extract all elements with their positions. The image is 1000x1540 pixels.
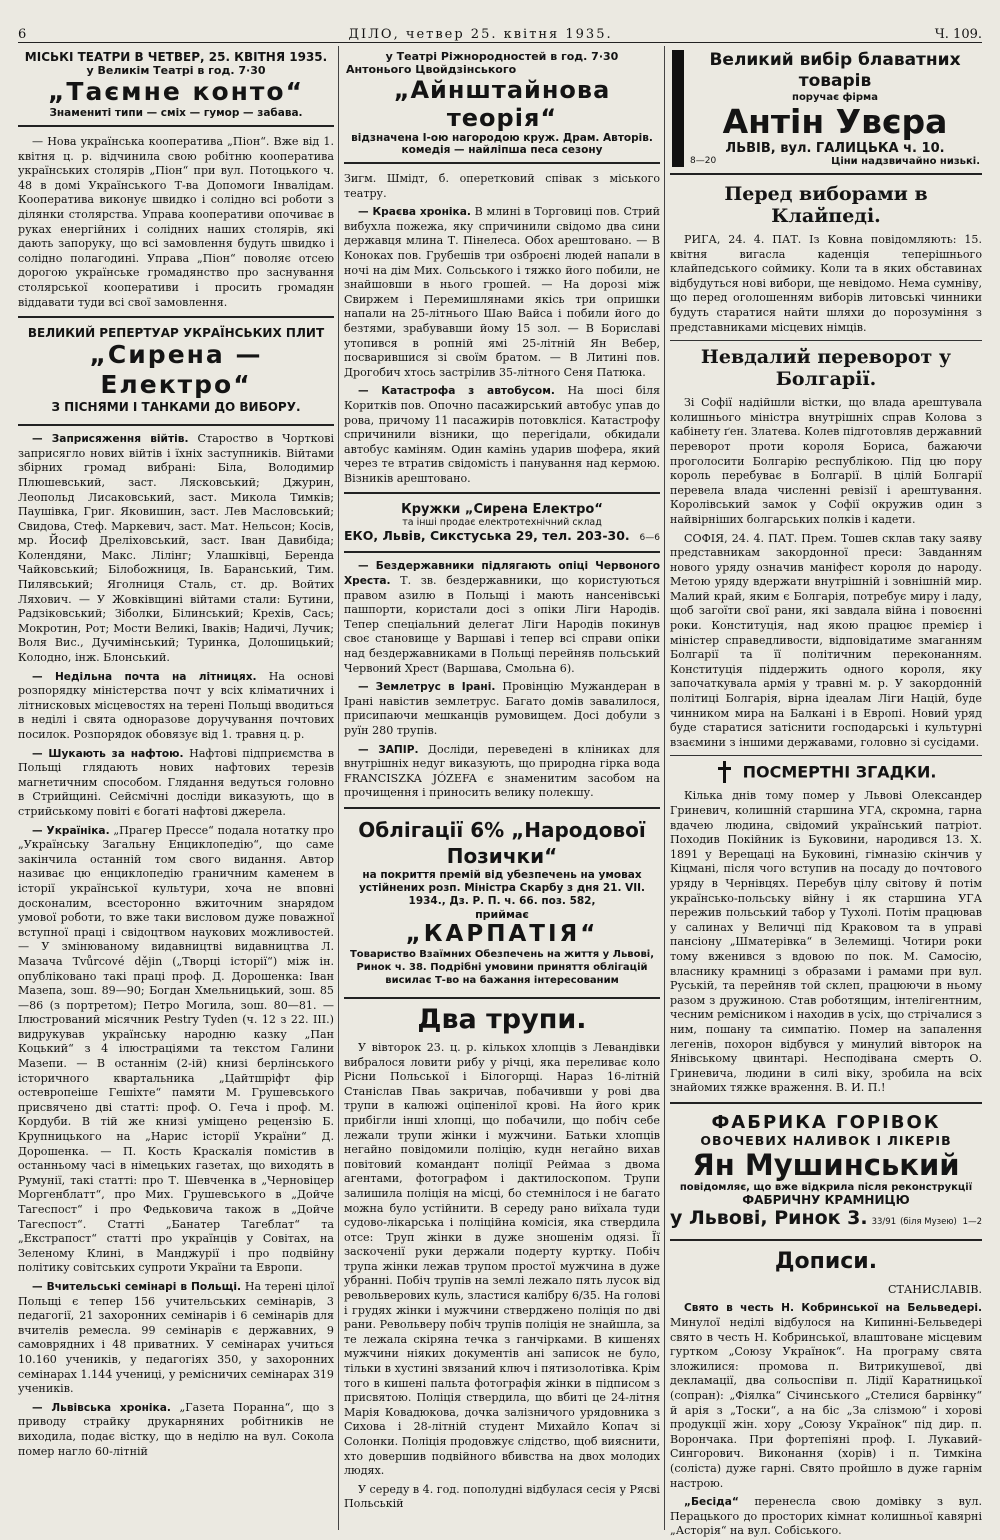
- ad-line: приймає: [475, 907, 529, 921]
- ad-line: у Великім Театрі в год. 7·30: [86, 64, 266, 77]
- divider: [344, 551, 660, 553]
- headline: Невдалий переворот у Болгарії.: [700, 346, 952, 391]
- paragraph-text: Т. зв. бездержавники, що користуються правом азилю в Польщі і мають нансенівські пашпорти, користали досі з опіки Ліги Народів. Тепер спеціальний делегат Ліги Народів покинув своє становище у Варшаві і тепер всі справи опіки над бездержавниками в Польщі перейняв польський Червоний Хрест (Варшава, Смольна 6).: [344, 574, 660, 675]
- mushynsky-ad: [670, 1110, 982, 1233]
- divider: [670, 1102, 982, 1104]
- eko-ad: [344, 500, 660, 545]
- paragraph-heading: — Недільна почта на літницях.: [32, 670, 257, 683]
- ad-title: „Сирена — Електро“: [89, 340, 263, 400]
- divider: [344, 492, 660, 494]
- paragraph: РИГА, 24. 4. ПАТ. Із Ковна повідомляють: 15. квітня вигасла каденція теперішнього клайпедського соймику. Коли та в яких обставинах відбудуться нові вибори, ще невідомо. Нема сумніву, що перед оголошенням виборів литовські чинники будуть старатися найти шляхи до порозуміння з представниками місцевих німців.: [670, 233, 982, 334]
- ad-line: ОВОЧЕВИХ НАЛИВОК І ЛІКЕРІВ: [700, 1132, 952, 1148]
- divider: [344, 807, 660, 809]
- ad-line: Товариство Взаїмних Обезпечень на життя у Львові, Ринок ч. 38. Подрібні умовини приняття облігацій висилає Т-во на бажання інтересованим: [349, 948, 655, 986]
- ad-title: Облігації 6% „Народової Позички“: [358, 817, 646, 868]
- paragraph-text: На терені цілої Польщі є тепер 156 учительських семінарів, 3 педагогії, 21 захоронних семінарів і 6 семінарів для вчителів ремесла. 99 семінарів є державних, 9 самоврядних і 48 приватних. У семінарах учиться 10.160 учеників, у педагогіях 350, у захоронних семінарах 1.144 учениці, у ремісничих семінарах 319 учеників.: [18, 1279, 335, 1396]
- headline: Перед виборами в Клайпеді.: [724, 183, 928, 227]
- paragraph-heading: — ЗАПІР.: [358, 743, 419, 756]
- ad-name: Антін Увєра: [722, 102, 948, 141]
- divider: [670, 340, 982, 341]
- ad-address: у Львові, Ринок 3.: [670, 1206, 868, 1229]
- paragraph-text: Нафтові підприємства в Польщі глядають нових нафтових терезів магнетичним способом. Глядання ведуться головно в Стрийщині. Сейсмічні досліди виказують, що в стрийському повіті є богаті нафтові джерела.: [18, 746, 335, 818]
- paragraph: [18, 747, 334, 820]
- paragraph: [18, 1280, 334, 1397]
- paragraph-heading: — Вчительські семінарі в Польщі.: [32, 1280, 241, 1293]
- paragraph-text: Провінцію Мужандеран в Ірані навістив землетрус. Багато домів завалилося, присипаючи мешканців румовищем. Досі добули з руїн 280 трупів.: [344, 680, 660, 737]
- theatre-ad-2: [344, 46, 660, 164]
- ad-code: 6—6: [639, 533, 660, 544]
- paragraph-text: перенесла свою домівку з вул. Перацького до просторих кімнат колишньої кавярні „Асторія“ на вул. Собіського.: [670, 1495, 983, 1538]
- ad-line: повідомляє, що вже відкрила після реконструкції: [679, 1181, 973, 1193]
- divider: [670, 755, 982, 756]
- ad-border-bar: [672, 50, 684, 167]
- ad-title: „Айнштайнова теорія“: [393, 76, 611, 132]
- paragraph-text: В млині в Торговиці пов. Стрий вибухла пожежа, яку спричинили свідомо два сини державця млина Т. Пінелеса. Обох арештовано. — В Коноках пов. Грубешів три озброєні людей напали в ночі на дім Мих. Сольського і тяжко його побили, не знайшовши в нього грошей. — На дорозі між Свиржем і Перемишлянами якісь три опришки напали на 25-літнього Шаю Вайса і побили його до безтями, зрабувавши йому 15 зол. — В Бориславі утопився в ропній ямі 25-літній Ян Вебер, посварившися зі своїм братом. — В Литині пов. Дрогобич хтось застрілив 35-літного Сеня Патюка.: [344, 205, 660, 379]
- paragraph: [344, 680, 660, 738]
- ad-line: З ПІСНЯМИ І ТАНКАМИ ДО ВИБОРУ.: [51, 400, 301, 415]
- theatre-ad-1: [18, 46, 334, 127]
- ad-row: [670, 1207, 982, 1229]
- paragraph: [344, 743, 660, 801]
- paragraph: СТАНИСЛАВІВ.: [888, 1282, 982, 1296]
- ad-name: Ян Мушинський: [692, 1147, 960, 1182]
- paragraph: — Нова українська кооператива „Піон“. Вже від 1. квітня ц. р. відчинила свою робітню кооператива українських столярів „Піон“ при вул. Потоцького ч. 48 в домі Українського Т-ва Допомоги Інвалідам. Кооператива виконує швидко і солідно всі роботи з ділянки столярства. Управа кооперативи опочиває в руках енергійних і солідних наших столярів, які дають запоруку, що всі замовлення будуть швидко і солідно полагодині. Управа „Піон“ поволяє отсею дорогою українське громадянство про заснування столярської кооперативи і просить громадян віддавати туди всі свої замовлення.: [18, 135, 334, 309]
- paragraph-heading: — Шукають за нафтою.: [32, 747, 184, 760]
- ad-line: Кружки „Сирена Електро“: [401, 502, 603, 518]
- ad-line: Ціни надзвичайно низькі.: [831, 156, 980, 167]
- ad-line: МІСЬКІ ТЕАТРИ В ЧЕТВЕР, 25. КВІТНЯ 1935.: [24, 50, 328, 64]
- uvera-ad: [670, 46, 982, 175]
- ad-row: [690, 156, 980, 167]
- ad-line: Антонього Цвойдзінського: [346, 63, 517, 76]
- divider: [670, 1239, 982, 1241]
- column-divider: [338, 46, 339, 1530]
- paragraph: Зигм. Шмідт, б. оперетковий співак з міського театру.: [344, 172, 660, 200]
- ad-line: Знамениті типи — сміх — гумор — забава.: [49, 107, 303, 119]
- column-3: [670, 46, 983, 1538]
- ad-line: на покриття премій від убезпечень на умовах устійнених розп. Міністра Скарбу з дня 21. VII. 1934., Дз. Р. П. ч. 66. поз. 582,: [358, 868, 646, 907]
- paragraph-text: Минулої неділі відбулося на Кипинні-Бельведері свято в честь Н. Кобринської, влаштоване місцевим гуртком „Союзу Українок“. На програму свята зложилися: промова п. Витрикушевої, дві декламації, два сольоспіви п. Лідії Каратницької (сопран): „Фіялка“ Січинського „Стелися барвінку“ й арія з „Тоски“, а на біс „За слізмою“ і хорові продукції жін. хору „Союзу Українок“ під дир. п. Ворончака. При фортепіяні проф. І. Лукавий-Сингорович. Виконання (хорів) і п. Тимкіна (соліста) дуже гарні. Свято пройшло в дуже гарнім настрою.: [670, 1316, 982, 1490]
- paragraph: [670, 1495, 982, 1539]
- ad-line: ЕКО, Львів, Сикстуська 29, тел. 203-30.: [344, 528, 630, 544]
- ad-line: та інші продає електротехнічний склад: [402, 517, 602, 529]
- paragraph-text: Староство в Чорткові заприсягло нових війтів і їхніх заступників. Війтами збірних громад вибрані: Біла, Володимир Плюшевський, заст. Лясковський; Джурин, Леопольд Лисаковський, заст. Микола Тимків; Паушівка, Григ. Яковишин, заст. Лев Масловський; Свидова, Стеф. Маркевич, заст. Мат. Нельсон; Косів, мр. Йосиф Дреліховський, заст. Іван Давибіда; Колендяни, Макс. Лілінг; Улашківці, Беренда Чайковський; Білобожниця, Ів. Баранський, Тим. Пилявський; Яголниця Сталь, ст. др. Войтих Ляхович. — У Жовківщині війтами стали: Бутини, Радзіковський; Зіболки, Білинський; Крехів, Сась; Мокротин, Рот; Мости Великі, Іваків; Надичі, Лучик; Воля Вис., Дучимінський; Туринка, Долошицький; Колодно, інж. Блонський.: [18, 432, 335, 665]
- paragraph: У середу в 4. год. пополудні відбулася сесія у Рясві Польській: [344, 1482, 660, 1511]
- paragraph: Зі Софії надійшли вістки, що влада арештувала колишнього міністра внутрішніх справ Колова з кабінету ґен. Златева. Колев підготовляв державний переворот проти короля Бориса, бажаючи проголосити Болгарію республікою. Під цю пору король перебуває в Болгарії. В цілій Болгарії перевела влада численні ревізії і арештування. Королівський замок у Софії окружив один з найвірніших болгарських полків і кадети.: [670, 396, 982, 526]
- ad-code: 1—2: [962, 1216, 982, 1227]
- paragraph: [344, 205, 660, 380]
- divider: [18, 424, 334, 426]
- paragraph: У вівторок 23. ц. р. кількох хлопців з Левандівки вибралося ловити рибу у річці, яка переливає коло Рісни Польської і Білогорщі. Нараз 16-літній Станіслав Пваь закричав, побачивши у рові два трупи в калюжі оціпенілої крові. На його крик прибігли інші хлопці, що побачили, що побіч себе лежали трупи жінки і мужчини. Батьки хлопців негайно повідомили поліцію, кудн негайно вихав повітовий командант поліції Реймаа з двома агентами, фотографом і дактилоскопом. Трупи залишила поліція на місці, бо стемнілося і не багато можна було устійнити. В середу рано виїхала туди судово-лікарська і поліційна комісія, яка ствердила отсе: Труп жінки в дуже зношенім одязі. Її заскоченії руки держали подерту куртку. Побіч трупа жінки лежав трупом простої мужчина в дуже убранні. Побіч трупів на землі лежало пять лусок від револьверових куль, зластися калібру 6/35. На голові і грудях жінки і мужчини стверджено поліція по дві рани. Револьверу побіч трупів поліція не знайшла, за те лежала скіряна течка з ганчірками. В кишенях мужчини ніяких документів ані записок не було, тільки в хустині звязаний ключ і пятизолотівка. Крім того в кишені пальта фотографія жінки в підписом з присвятою. Поліція ствердила, що вбиті це 24-літня Марія Ковадюкова, дочка залізничого урядовника з Сихова і 28-літній студент Михайло Копач зі Солонки. Поліція продовжує слідство, щоб вияснити, хто довершив подвійного вбивства на двох молодих людях.: [344, 1040, 660, 1478]
- ad-code: 33/91: [871, 1216, 897, 1227]
- paragraph-heading: — Землетрус в Ірані.: [358, 681, 496, 694]
- ad-content: [690, 50, 980, 167]
- paragraph-heading: — Заприсяження війтів.: [32, 433, 189, 446]
- issue-number: Ч. 109.: [934, 27, 982, 42]
- ad-line: ВЕЛИКИЙ РЕПЕРТУАР УКРАЇНСЬКИХ ПЛИТ: [27, 326, 325, 341]
- paragraph: [18, 432, 334, 666]
- paragraph-text: На основі розпорядку міністерства почт у всіх кліматичних і літнисковых місцевостях на терені Польщі вводиться в неділі і свята одноразове доручування почтових посилок. Розпорядок обовязує від 1. травня ц. р.: [18, 669, 334, 741]
- paragraph: [670, 1301, 982, 1491]
- paragraph-heading: „Бесіда“: [684, 1496, 739, 1509]
- paragraph: Кілька днів тому помер у Львові Олександер Гриневич, колишній старшина УГА, скромна, гарна вдачею людина, свідомий український патріот. Походив Покійник із Буковини, народився 13. X. 1891 у Верещаці на Буковині, гімназію скінчив у Кіцмані, після чого вступив на посаду до почтового уряду в Чернівцях. Перебув цілу світову й потім українсько-польську війну і як старшина УГА пережив польський табор у Тухолі. Потім працював у салинах у Величці під Краковом та в управі пансіону „Шматерівка“ в Зелемищі. Чотири роки тому вженився з вдовою по пок. М. Самосію, власнику крамниці з образами і рамами при вул. Руській, та перейняв той склеп, працюючи в ньому разом з дружиною. Став роботящим, інтелігентним, чесним ремісником і находив в усіх, що стрічалися з ним, пошану та симпатію. Помер на запалення легенів, похорон відбувся у минулий вівторок на Янівському цвинтарі. Несподівана смерть О. Гриневича, людини в силі віку, зробила на всіх знайомих тяжке враження. В. И. П.!: [670, 789, 982, 1095]
- paragraph: [344, 384, 660, 486]
- page-header: [18, 4, 982, 43]
- ad-line: у Театрі Ріжнородностей в год. 7·30: [385, 50, 619, 63]
- ad-row: [344, 528, 660, 543]
- ad-title: „Таємне конто“: [47, 77, 305, 106]
- obituary-heading: [670, 761, 982, 783]
- column-1: [18, 46, 334, 1530]
- paragraph-heading: — Бездержавники підлягають опіці Червоного Хреста.: [344, 560, 660, 588]
- sirena-ad: [18, 324, 334, 418]
- paragraph: [18, 824, 334, 1276]
- headline: Два трупи.: [417, 1003, 587, 1035]
- paragraph-text: „Прагер Прессе“ подала нотатку про „Українську Загальну Енциклопедію“, що саме закінчила останній том свого видання. Автор називає цю енциклопедію граничним каменем в історії української культури, хоча не вповні досконалим, всесторонно вжиточним знарядом умової роботи, то вже таки висловом дуже поважної вступної праці і свідоцтвом наукових можливостей. — У змінюваному видавництві видавництва Л. Мазача Tvůrcové dějin („Творці історії“) між ін. опубліковано такі праці проф. Д. Дорошенка: Іван Мазепа, зош. 89—90; Богдан Хмельницький, зош. 85—86 (з портретом); Петро Могила, зош. 80—81. — Ілюстрований місячник Pestry Tyden (ч. 12 з 22. III.) видрукував українську народню казку „Пан Коцький“ з 4 ілюстраціями та текстом Галини Мазепи. — В останнім (2-ій) книзі берлінського історичного квартальника „Цайтшріфт фір остевропеіше Гешіхте“ памяти М. Грушевського присвячено дві статті: проф. О. Геча і проф. М. Кордуби. В тій же книзі уміщено рецензію Б. Крупницького на „Нарис історії України“ Д. Дорошенка. — П. Кость Краскалія помістив в останньому часі в німецьких газетах, що виходять в Румунії, такі статті: про Т. Шевченка в „Черновіцер Моргенблатт“, про Мих. Грушевського в „Дойче Тагеспост“ і про Федьковича також в „Дойче Тагеспост“. Статті „Банатер Тагеблат“ та „Екстрапост“ статті про українців у Совітах, на Зеленому Клині, в Манджурії і про подвійну політику совітських супроти України та Европи.: [18, 823, 334, 1275]
- paragraph-text: На шосі біля Коритків пов. Опочно пасажирський автобус упав до рова, причому 11 пасажирів потовкліся. Катастрофу спричинили візники, що перегідали, обкидали автобус каміням. Один камінь ударив шофера, який через те втратив свідомість і панування над кермою. Візників арештовано.: [344, 384, 661, 485]
- paragraph-heading: — Львівська хроніка.: [32, 1401, 171, 1414]
- paragraph: [344, 559, 660, 676]
- ad-line: комедія — найліпша песа сезону: [401, 144, 603, 156]
- paragraph-text: Досліди, переведені в кліниках для внутрішніх недуг виказують, що природна гірка вода FRANCISZKA JÓZEFA є знаменитим засобом на прочищення і приносить велику полекшу.: [344, 742, 660, 800]
- divider: [344, 997, 660, 999]
- paragraph-heading: Свято в честь Н. Кобринської на Бельведері.: [684, 1302, 982, 1315]
- headline: Дописи.: [774, 1248, 878, 1274]
- cross-icon: [716, 761, 732, 783]
- page-number: 6: [18, 27, 27, 42]
- ad-line: Великий вибір блаватних товарів: [709, 50, 961, 91]
- column-2: [344, 46, 660, 1530]
- paragraph-heading: — Катастрофа з автобусом.: [358, 385, 555, 398]
- column-divider: [664, 46, 665, 1530]
- ad-line: ФАБРИКА ГОРІВОК: [711, 1111, 941, 1133]
- paragraph-text: „Газета Поранна“, що з приводу страйку друкарняних робітників не виходила, подає вістку, що в неділю на вул. Сокола помер нагло 60-літній: [18, 1400, 334, 1458]
- ad-address: ЛЬВІВ, вул. ГАЛИЦЬКА ч. 10.: [725, 141, 945, 156]
- paragraph-heading: — Краєва хроніка.: [358, 206, 471, 219]
- bonds-ad: [344, 815, 660, 991]
- paragraph: [18, 1401, 334, 1459]
- paragraph-heading: — Україніка.: [32, 824, 110, 837]
- masthead: ДІЛО, четвер 25. квітня 1935.: [348, 27, 613, 42]
- ad-name: „КАРПАТІЯ“: [405, 920, 599, 947]
- ad-note: (біля Музею): [900, 1216, 957, 1227]
- ad-line: поручає фірма: [792, 92, 878, 103]
- paragraph: СОФІЯ, 24. 4. ПАТ. Прем. Тошев склав таку заяву представникам закордонної преси: Завданням нового уряду означив маніфест короля до народу. Метою уряду вдержати внутрішній і зовнішній мир. Малий край, яким є Болгарія, потребує миру і ладу, щоб загоїти свої рани, які завдала війна і повоєнні роки. Конституція, над якою працює премієр і міністер справедливости, відповідатиме змаганням Болгарії та її політичним переконанням. Конституція піддержить одного короля, яку започаткувала армія у травні м. р. У закордонній політиці Болгарія, вірна ідеалам Ліги Націй, буде чинником мира на Балкані і в Европі. Новий уряд буде старатися затіснити господарські і культурні взаємини з іншими державами, головно зі сусідами.: [670, 531, 982, 749]
- divider: [18, 316, 334, 318]
- headline: ПОСМЕРТНІ ЗГАДКИ.: [742, 762, 937, 782]
- ad-line: ФАБРИЧНУ КРАМНИЦЮ: [742, 1192, 910, 1207]
- paragraph: [18, 670, 334, 743]
- ad-line: відзначена І-ою нагородою круж. Драм. Авторів.: [351, 132, 653, 144]
- ad-code: 8—20: [690, 156, 717, 166]
